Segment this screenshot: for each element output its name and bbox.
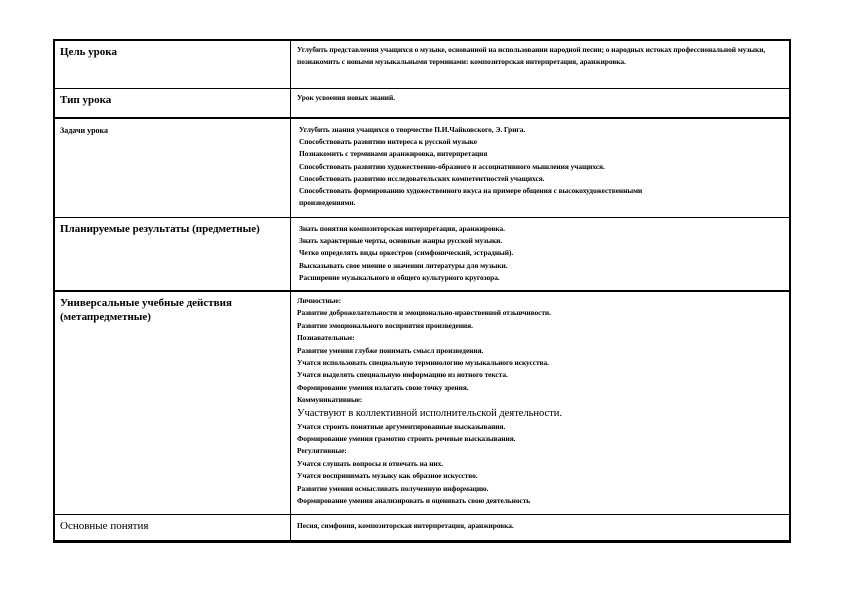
section-heading-communicative: Коммуникативные: bbox=[297, 395, 363, 405]
task-item: произведениями. bbox=[299, 198, 356, 208]
row-label-lesson-tasks: Задачи урока bbox=[55, 119, 291, 217]
lesson-type-text: Урок усвоения новых знаний. bbox=[297, 93, 396, 102]
uud-item: Учатся слушать вопросы и отвечать на них. bbox=[297, 458, 444, 468]
task-item: Способствовать развитию интереса к русской музыке bbox=[299, 137, 477, 147]
section-heading-cognitive: Познавательные: bbox=[297, 333, 355, 343]
uud-item: Развитие умения осмысливать полученную информацию. bbox=[297, 483, 489, 493]
result-item: Знать характерные черты, основные жанры русской музыки. bbox=[299, 236, 503, 246]
uud-item: Учатся строить понятные аргументированные высказывания. bbox=[297, 421, 506, 431]
uud-item: Развитие умения глубже понимать смысл произведения. bbox=[297, 345, 484, 355]
table-row-lesson-tasks bbox=[55, 119, 789, 218]
section-heading-personal: Личностные: bbox=[297, 296, 342, 305]
uud-item: Формирование умения излагать свою точку зрения. bbox=[297, 382, 469, 392]
row-label-lesson-goal: Цель урока bbox=[55, 41, 291, 88]
uud-item: Учатся выделять специальную информацию из нотного текста. bbox=[297, 370, 508, 380]
result-item: Знать понятия композиторская интерпретация, аранжировка. bbox=[299, 224, 505, 233]
lesson-goal-text: Углубить представления учащихся о музыке, основанной на использовании народной песни; о народных истоках профессиональной музыки, познакомить с новыми музыкальными терминами: композиторская интерпретация, аранжировка. bbox=[297, 45, 766, 67]
table-row-lesson-type bbox=[55, 89, 789, 119]
row-label-universal-actions bbox=[55, 292, 291, 514]
task-item: Углубить знания учащихся о творчестве П.И.Чайковского, Э. Грига. bbox=[299, 125, 526, 134]
table-row-lesson-goal bbox=[55, 41, 789, 89]
section-heading-regulative: Регулятивные: bbox=[297, 446, 347, 456]
uud-item: Формирование умения анализировать и оценивать свою деятельность bbox=[297, 496, 531, 506]
row-label-key-concepts: Основные понятия bbox=[55, 515, 291, 540]
result-item: Четко определять виды оркестров (симфонический, эстрадный). bbox=[299, 248, 514, 258]
uud-item: Учатся использовать специальную терминологию музыкального искусства. bbox=[297, 358, 549, 368]
task-item: Способствовать формированию художественного вкуса на примере общения с высокохудожественными bbox=[299, 186, 643, 196]
result-item: Высказывать свое мнение о значении литературы для музыки. bbox=[299, 260, 508, 270]
universal-actions-label-line2: (метапредметные) bbox=[60, 311, 151, 323]
table-row-planned-results bbox=[55, 218, 789, 292]
row-content-universal-actions bbox=[291, 292, 789, 514]
key-concepts-text: Песня, симфония, композиторская интерпретация, аранжировка. bbox=[297, 521, 514, 530]
row-label-planned-results: Планируемые результаты (предметные) bbox=[55, 218, 291, 290]
uud-item: Формирование умения грамотно строить речевые высказывания. bbox=[297, 434, 516, 444]
uud-item: Участвуют в коллективной исполнительской деятельности. bbox=[297, 407, 562, 419]
row-label-lesson-type: Тип урока bbox=[55, 89, 291, 117]
uud-item: Развитие доброжелательности и эмоционально-нравственной отзывчивости. bbox=[297, 308, 551, 318]
task-item: Способствовать развитию исследовательских компетентностей учащихся. bbox=[299, 173, 545, 183]
result-item: Расширение музыкального и общего культурного кругозора. bbox=[299, 272, 500, 282]
uud-item: Развитие эмоционального восприятия произведения. bbox=[297, 320, 473, 330]
table-row-universal-actions bbox=[55, 292, 789, 515]
table-row-key-concepts bbox=[55, 515, 789, 540]
row-content-lesson-tasks bbox=[291, 119, 789, 217]
row-content-key-concepts bbox=[291, 515, 789, 540]
task-item: Познакомить с терминами аранжировка, интерпретация bbox=[299, 149, 488, 159]
lesson-plan-table bbox=[53, 39, 791, 543]
row-content-planned-results bbox=[291, 218, 789, 290]
uud-item: Учатся воспринимать музыку как образное искусство. bbox=[297, 471, 478, 481]
universal-actions-label-line1: Универсальные учебные действия bbox=[60, 297, 232, 309]
task-item: Способствовать развитию художественно-образного и ассоциативного мышления учащихся. bbox=[299, 161, 605, 171]
row-content-lesson-goal bbox=[291, 41, 789, 88]
row-content-lesson-type bbox=[291, 89, 789, 117]
